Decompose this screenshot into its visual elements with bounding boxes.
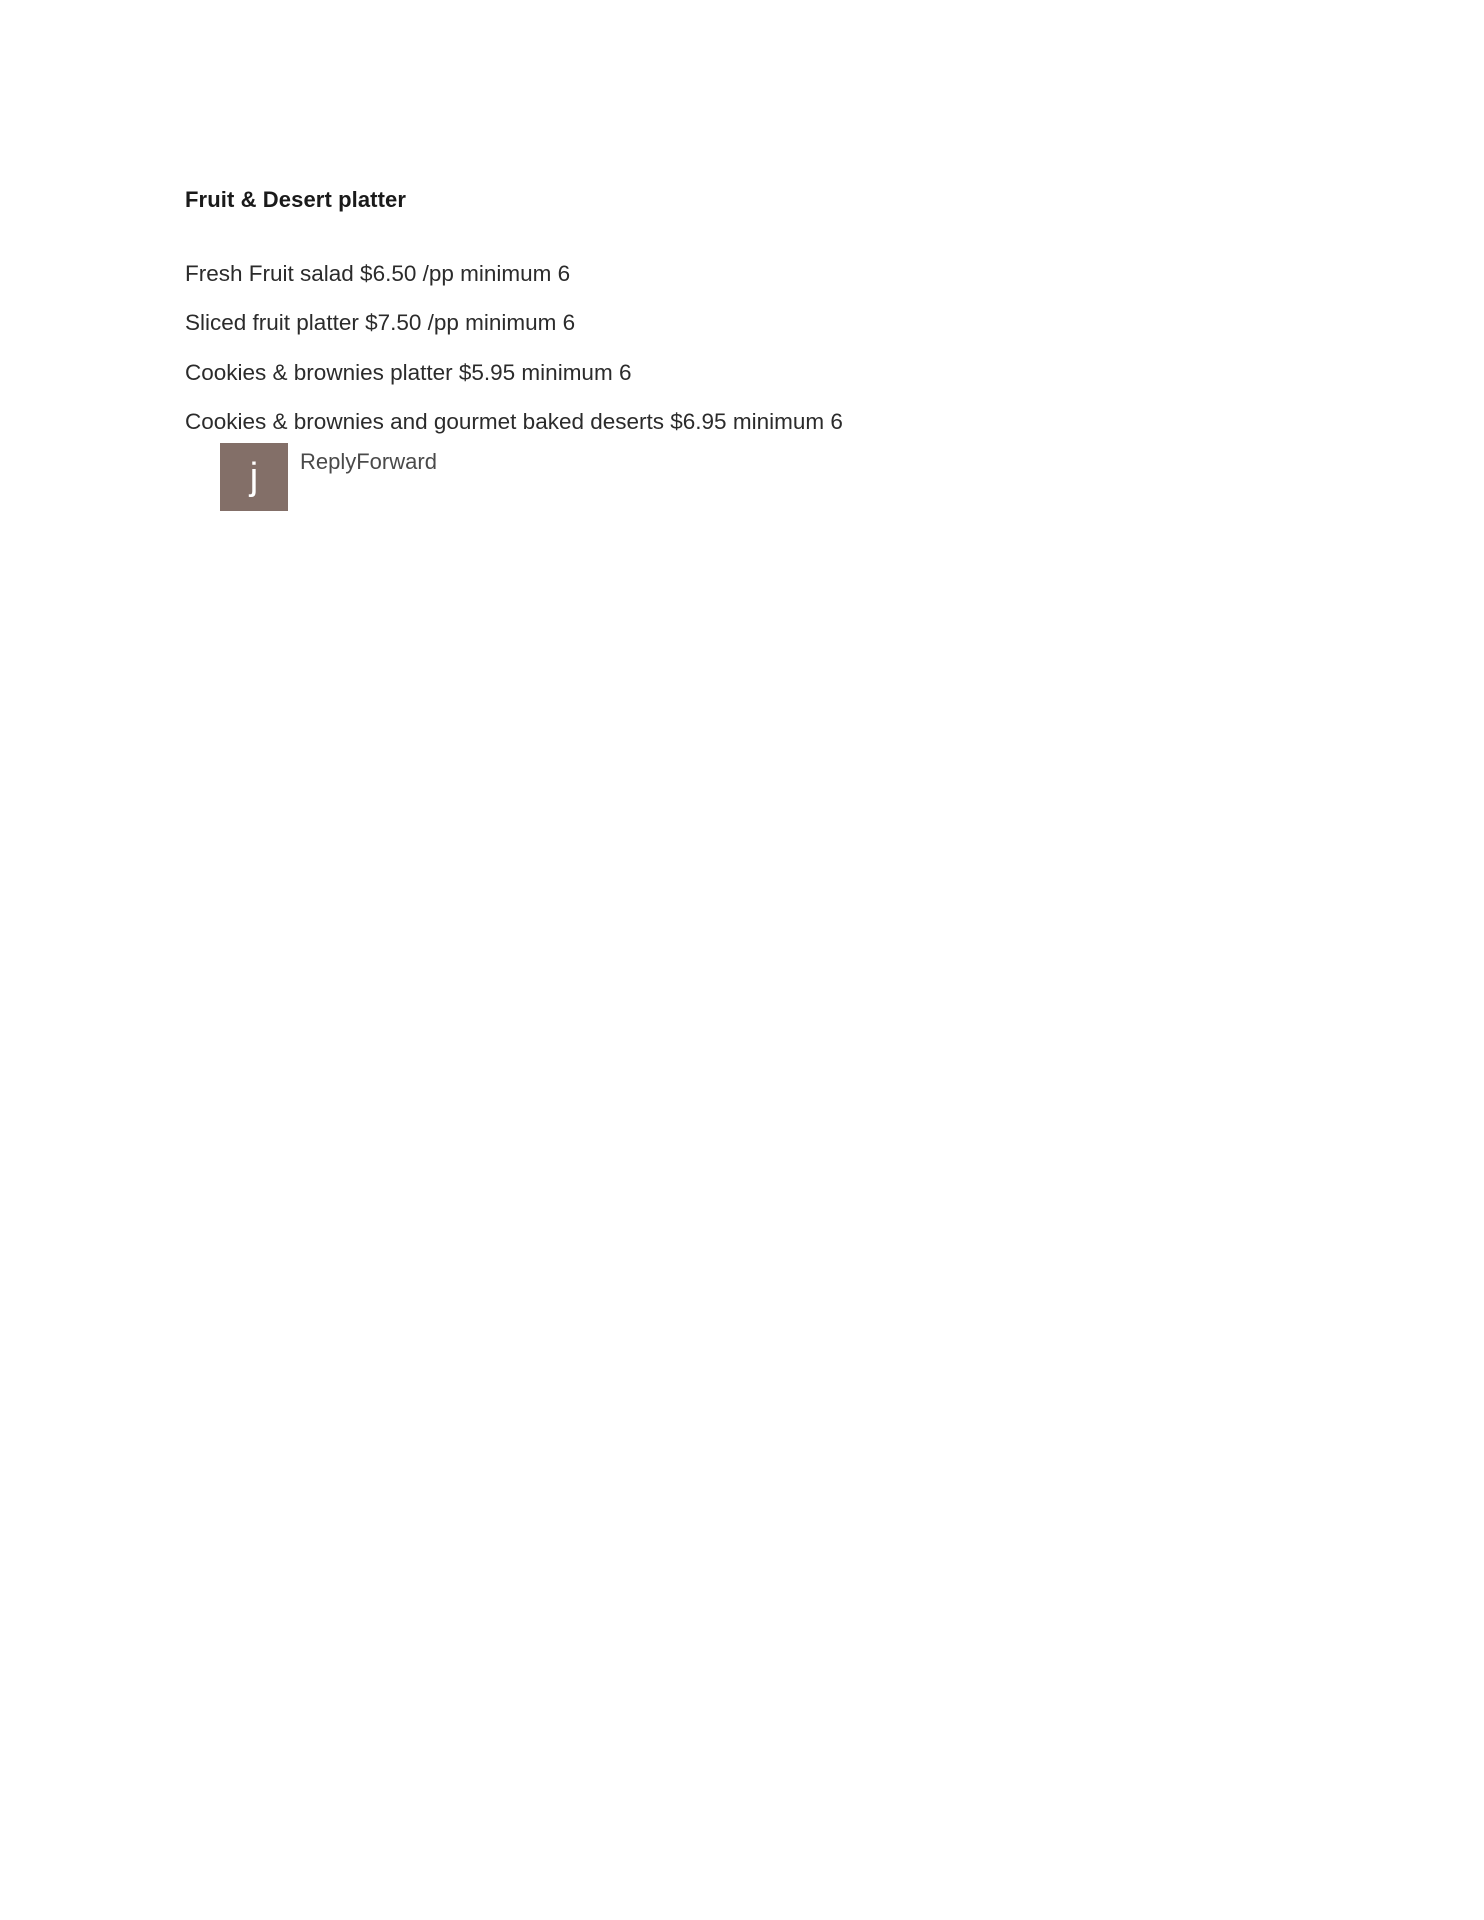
menu-item-line: Cookies & brownies platter $5.95 minimum 6 — [185, 359, 632, 385]
menu-item-line: Cookies & brownies and gourmet baked deserts $6.95 minimum 6 — [185, 409, 843, 435]
menu-item-line: Fresh Fruit salad $6.50 /pp minimum 6 — [185, 260, 571, 286]
reply-forward-actions[interactable]: ReplyForward — [300, 448, 437, 474]
menu-item-line: Sliced fruit platter $7.50 /pp minimum 6 — [185, 310, 576, 336]
avatar: j — [220, 443, 288, 511]
document-content — [185, 185, 1305, 515]
title-spacer — [185, 215, 1305, 263]
email-footer-row — [185, 439, 1305, 515]
page-title: Fruit & Desert platter — [185, 187, 407, 212]
